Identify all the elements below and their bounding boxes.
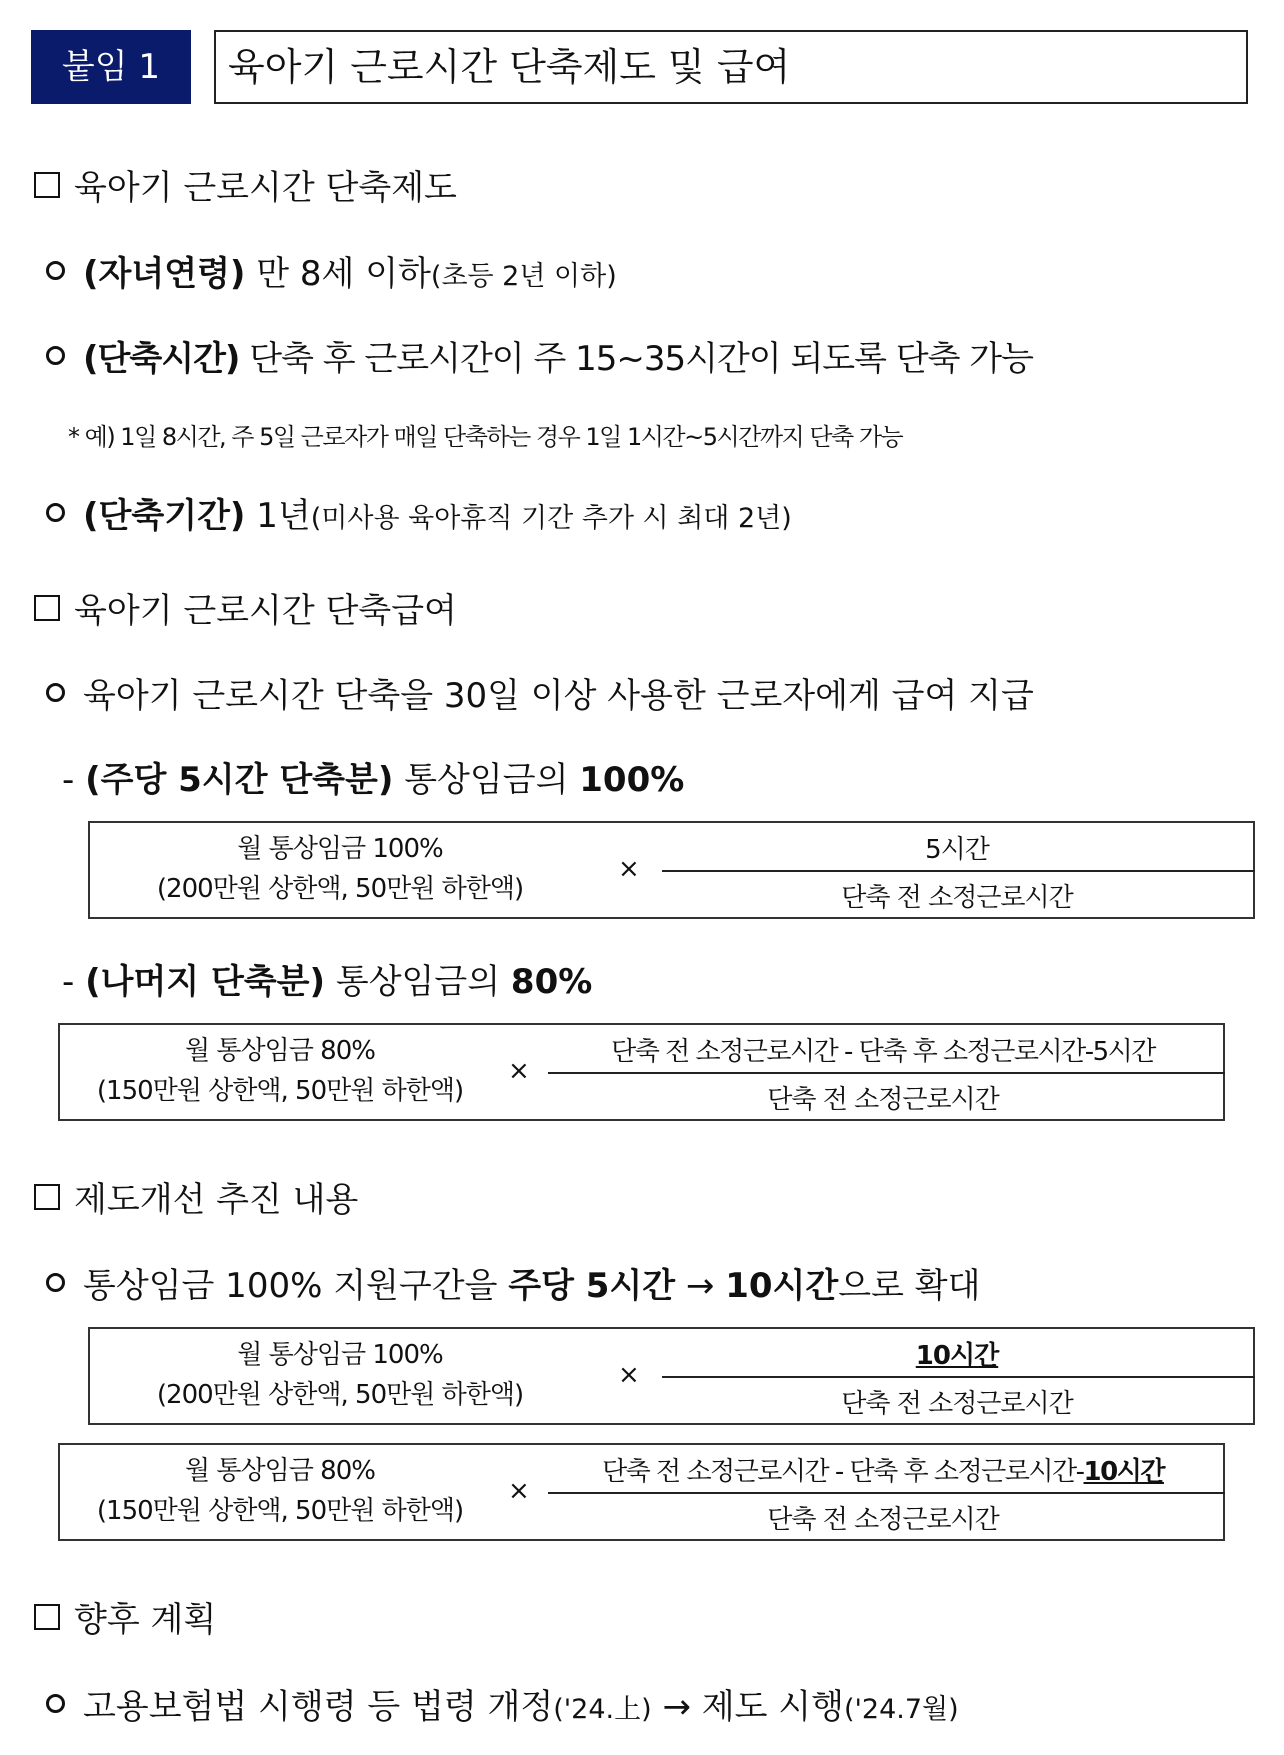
item-paren-2: ('24.7월)	[843, 1694, 959, 1725]
formula-denominator: 단축 전 소정근로시간	[767, 1505, 999, 1535]
formula-box-remaining-new	[58, 1443, 1225, 1541]
list-item-benefit-eligibility	[46, 668, 1034, 717]
item-text: 고용보험법 시행령 등 법령 개정	[83, 1687, 554, 1727]
formula-left-line2: (150만원 상한액, 50만원 하한액)	[96, 1496, 464, 1526]
formula-left	[110, 829, 570, 909]
section-heading-benefit	[34, 583, 457, 632]
formula-left-line2: (200만원 상한액, 50만원 하한액)	[156, 1380, 524, 1410]
formula-left	[80, 1031, 480, 1111]
formula-numerator: 10시간	[915, 1341, 999, 1371]
section-title: 육아기 근로시간 단축제도	[74, 168, 457, 208]
item-label: (자녀연령)	[83, 254, 246, 294]
arrow-icon: →	[651, 1687, 702, 1727]
list-item-expansion	[46, 1258, 980, 1307]
formula-numerator: 단축 전 소정근로시간 - 단축 후 소정근로시간-5시간	[611, 1037, 1155, 1067]
item-paren: (미사용 육아휴직 기간 추가 시 최대 2년)	[310, 503, 792, 534]
item-bold-before: 주당 5시간	[508, 1266, 676, 1306]
item-text: 육아기 근로시간 단축을 30일 이상 사용한 근로자에게 급여 지급	[83, 676, 1034, 716]
dash-item-5h	[62, 752, 684, 801]
fraction-bar	[662, 870, 1255, 872]
formula-box-remaining	[58, 1023, 1225, 1121]
checkbox-square-icon	[34, 172, 60, 198]
item-label: (단축시간)	[83, 339, 240, 379]
dash-label: (나머지 단축분)	[85, 962, 326, 1002]
item-paren: (초등 2년 이하)	[430, 261, 617, 292]
circle-bullet-icon	[46, 683, 65, 702]
circle-bullet-icon	[46, 1694, 65, 1713]
formula-left	[80, 1451, 480, 1531]
formula-numerator: 5시간	[925, 835, 989, 865]
multiply-sign: ×	[618, 1360, 640, 1390]
formula-left-line1: 월 통상임금 100%	[237, 834, 443, 864]
formula-left	[110, 1335, 570, 1415]
dash-label: (주당 5시간 단축분)	[85, 760, 394, 800]
multiply-sign: ×	[508, 1476, 530, 1506]
item-text: 통상임금 100% 지원구간을	[83, 1266, 509, 1306]
arrow-icon: →	[675, 1266, 726, 1306]
section-title: 제도개선 추진 내용	[74, 1180, 359, 1220]
list-item-reduction-period	[46, 488, 792, 537]
circle-bullet-icon	[46, 503, 65, 522]
formula-denominator: 단축 전 소정근로시간	[841, 883, 1073, 913]
dash-item-remaining	[62, 954, 592, 1003]
item-text: 1년	[245, 496, 311, 536]
item-label: (단축기간)	[83, 496, 246, 536]
fraction-bar	[662, 1376, 1255, 1378]
item-paren: ('24.上)	[553, 1694, 652, 1725]
attachment-badge: 붙임 1	[31, 30, 191, 104]
section-heading-system	[34, 160, 457, 209]
checkbox-square-icon	[34, 595, 60, 621]
section-title: 향후 계획	[74, 1600, 217, 1640]
formula-left-line2: (200만원 상한액, 50만원 하한액)	[156, 874, 524, 904]
multiply-sign: ×	[508, 1056, 530, 1086]
formula-box-5h	[88, 821, 1255, 919]
item-text-2: 제도 시행	[701, 1687, 844, 1727]
formula-denominator: 단축 전 소정근로시간	[841, 1389, 1073, 1419]
section-heading-plan	[34, 1592, 216, 1641]
item-bold-after: 10시간	[725, 1266, 839, 1306]
example-note: * 예) 1일 8시간, 주 5일 근로자가 매일 단축하는 경우 1일 1시간~5시간까지 단축 가능	[68, 423, 903, 451]
item-text: 만 8세 이하	[245, 254, 431, 294]
document-title: 육아기 근로시간 단축제도 및 급여	[214, 30, 1248, 104]
formula-left-line1: 월 통상임금 80%	[185, 1036, 375, 1066]
checkbox-square-icon	[34, 1604, 60, 1630]
fraction-bar	[548, 1072, 1225, 1074]
formula-denominator: 단축 전 소정근로시간	[767, 1085, 999, 1115]
multiply-sign: ×	[618, 854, 640, 884]
checkbox-square-icon	[34, 1184, 60, 1210]
circle-bullet-icon	[46, 261, 65, 280]
circle-bullet-icon	[46, 1273, 65, 1292]
item-text: 단축 후 근로시간이 주 15~35시간이 되도록 단축 가능	[239, 339, 1033, 379]
section-title: 육아기 근로시간 단축급여	[74, 591, 457, 631]
dash-text: 통상임금의	[325, 962, 511, 1002]
formula-left-line1: 월 통상임금 80%	[185, 1456, 375, 1486]
dash-value: 80%	[510, 962, 593, 1002]
section-heading-improvement	[34, 1172, 358, 1221]
formula-left-line2: (150만원 상한액, 50만원 하한액)	[96, 1076, 464, 1106]
formula-numerator	[548, 1451, 1218, 1488]
circle-bullet-icon	[46, 346, 65, 365]
formula-box-10h	[88, 1327, 1255, 1425]
dash-prefix: -	[62, 760, 86, 800]
numerator-highlight: 10시간	[1083, 1457, 1164, 1487]
list-item-schedule	[46, 1679, 959, 1728]
fraction-bar	[548, 1492, 1225, 1494]
dash-value: 100%	[579, 760, 685, 800]
list-item-reduction-hours	[46, 331, 1033, 380]
dash-prefix: -	[62, 962, 86, 1002]
item-text-post: 으로 확대	[838, 1266, 981, 1306]
list-item-child-age	[46, 246, 617, 295]
formula-left-line1: 월 통상임금 100%	[237, 1340, 443, 1370]
dash-text: 통상임금의	[393, 760, 580, 800]
numerator-text: 단축 전 소정근로시간 - 단축 후 소정근로시간-	[602, 1457, 1084, 1487]
